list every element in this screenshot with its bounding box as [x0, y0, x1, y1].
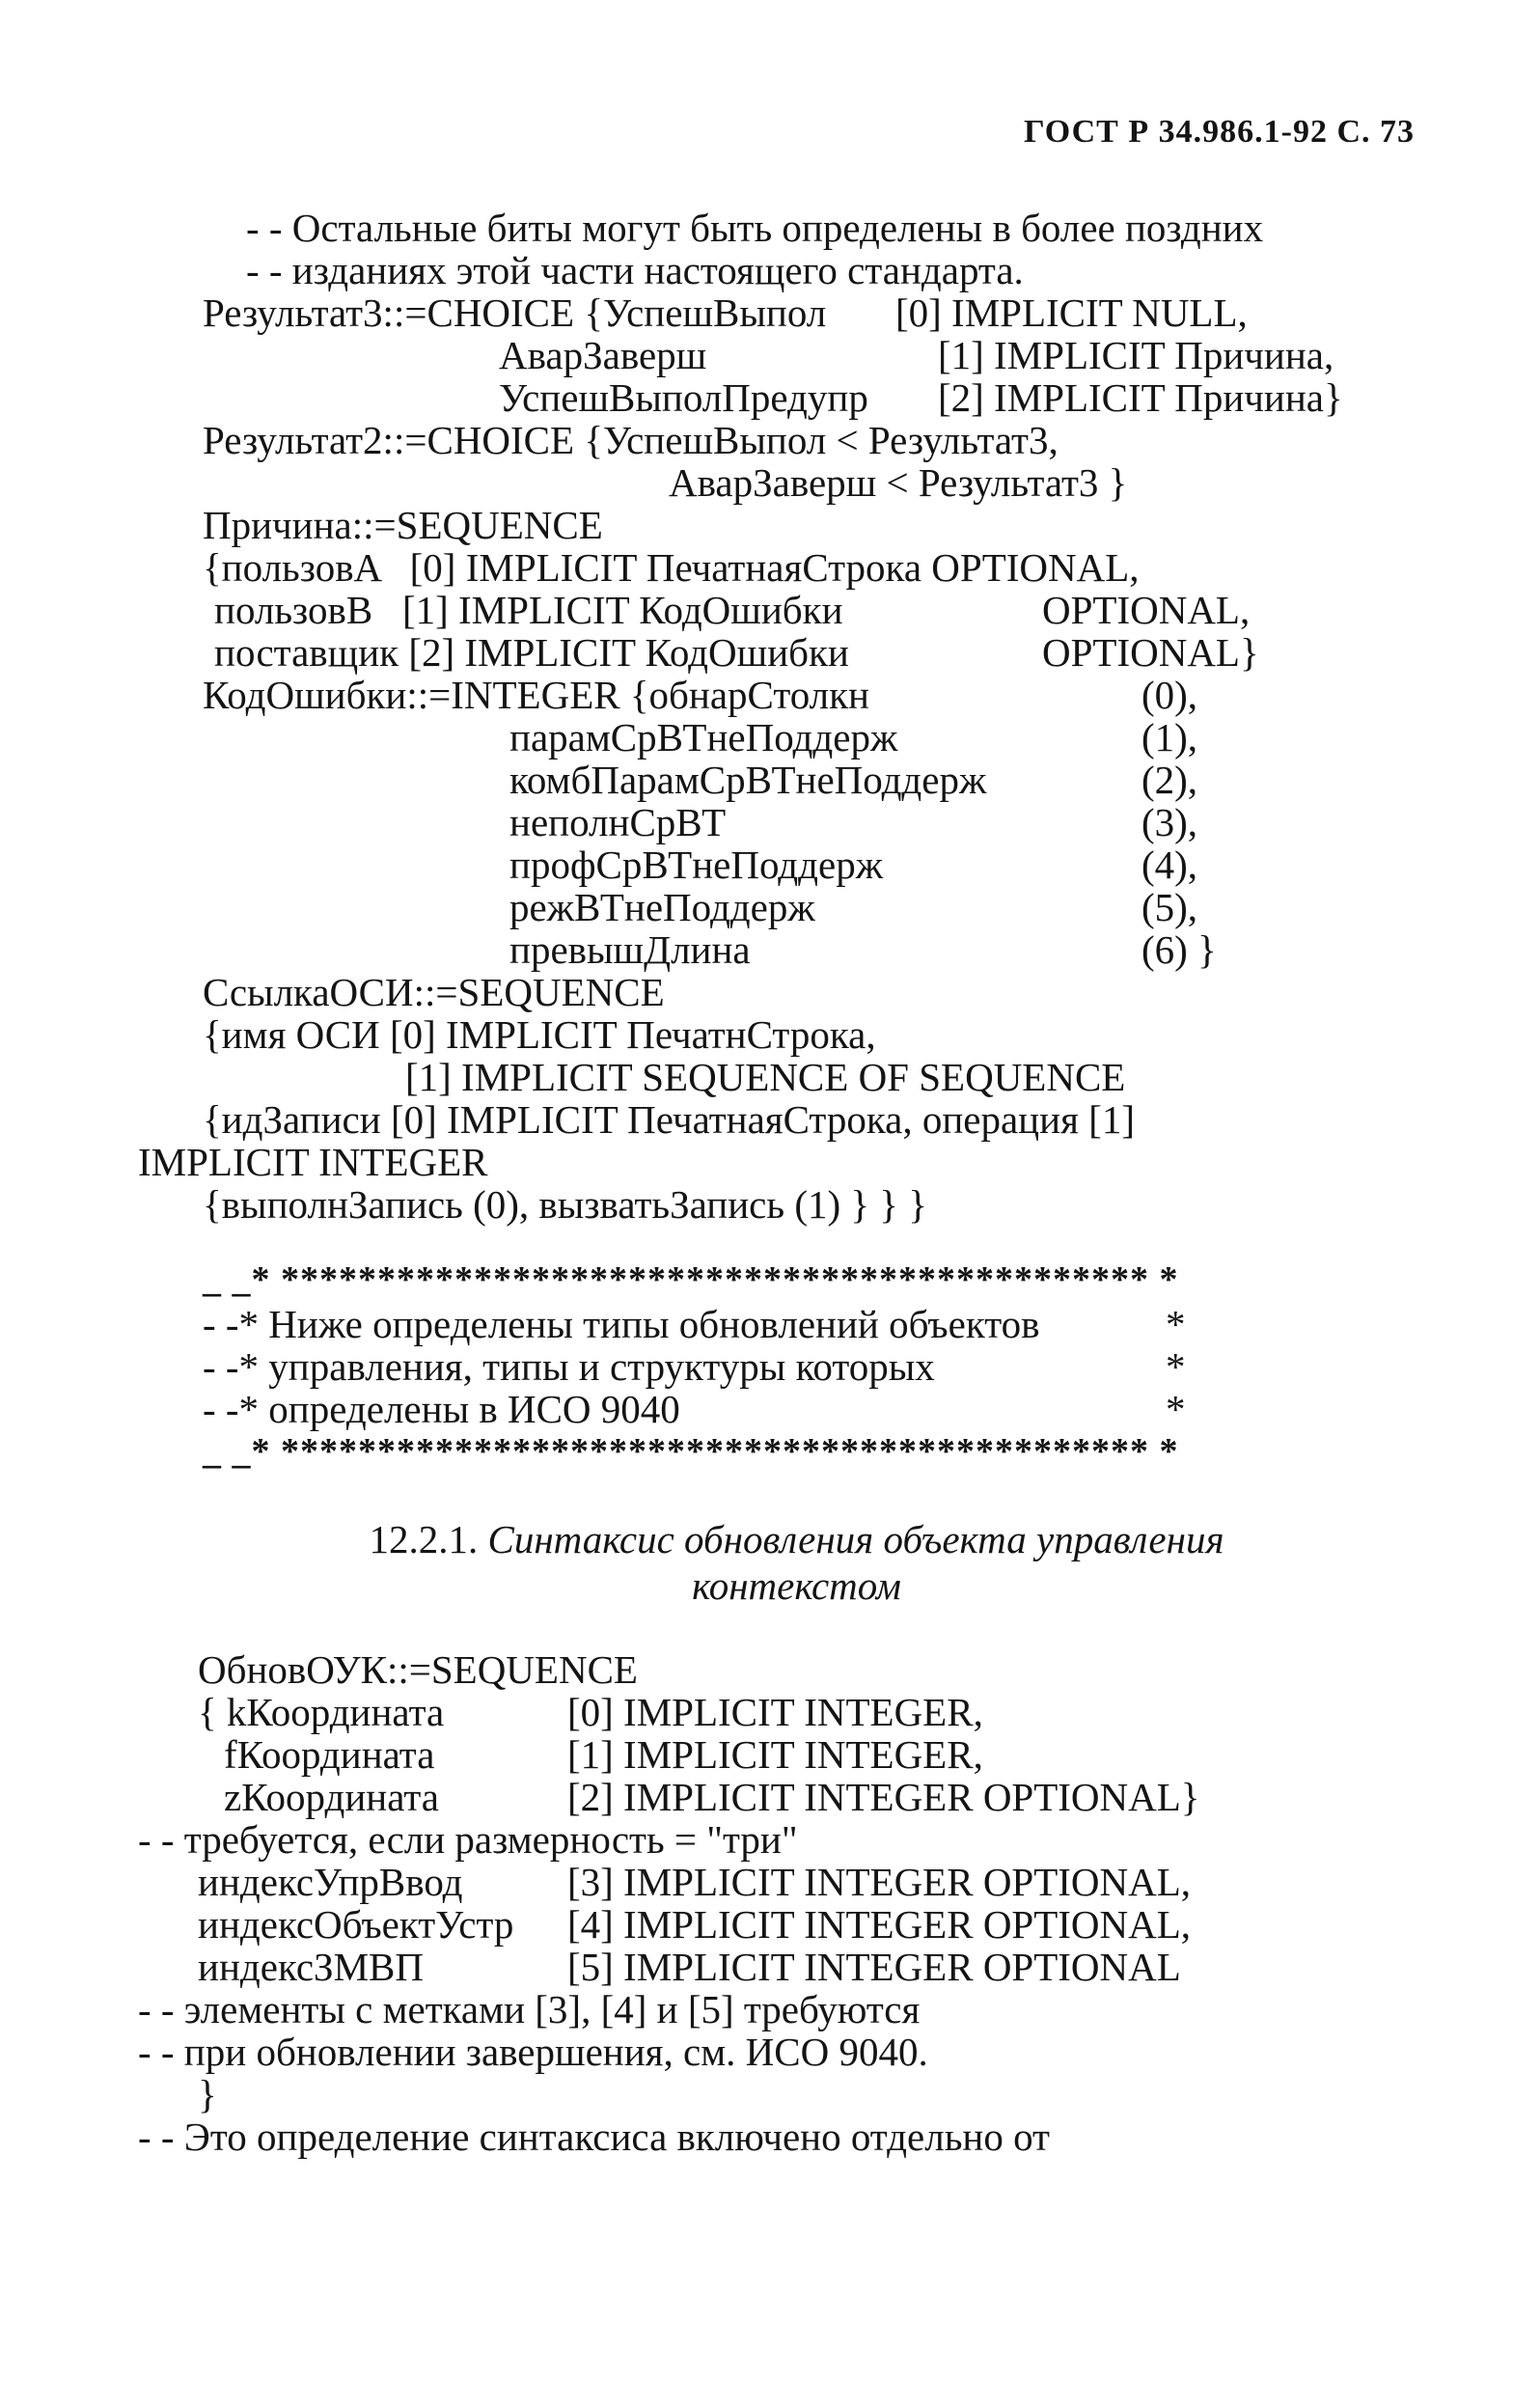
code-line: (6) }: [1141, 927, 1217, 972]
code-line: (3),: [1141, 800, 1198, 844]
code-line: [1] IMPLICIT SEQUENCE OF SEQUENCE: [405, 1055, 1126, 1099]
code-line: [1] IMPLICIT INTEGER,: [567, 1732, 983, 1777]
code-line: OPTIONAL}: [1042, 630, 1259, 675]
code-line: [5] IMPLICIT INTEGER OPTIONAL: [567, 1945, 1181, 1989]
comment-star: *: [1166, 1302, 1186, 1346]
code-line: fКоордината: [224, 1732, 435, 1777]
code-line: режВТнеПоддерж: [509, 885, 815, 929]
comment-line: - -* Ниже определены типы обновлений объектов: [203, 1302, 1040, 1346]
code-line: {пользовA [0] IMPLICIT ПечатнаяСтрока OPTIONAL,: [203, 545, 1140, 590]
section-heading: [0, 1517, 1540, 1561]
code-line: [3] IMPLICIT INTEGER OPTIONAL,: [567, 1860, 1192, 1904]
code-line: zКоордината: [224, 1775, 439, 1819]
code-line: (2),: [1141, 758, 1198, 802]
code-line: Результат3::=CHOICE {УспешВыпол: [203, 290, 827, 335]
code-line: превышДлина: [509, 927, 751, 972]
code-line: [4] IMPLICIT INTEGER OPTIONAL,: [567, 1902, 1192, 1947]
page-header: ГОСТ Р 34.986.1-92 С. 73: [1023, 114, 1415, 150]
code-line: - - требуется, если размерность = "три": [138, 1817, 798, 1862]
code-line: Причина::=SEQUENCE: [203, 503, 603, 547]
comment-stars-top: _ _* ********************************************* *: [203, 1259, 1179, 1300]
code-line: (0),: [1141, 673, 1198, 717]
code-line: [0] IMPLICIT INTEGER,: [567, 1690, 983, 1734]
code-line: комбПарамСрВТнеПоддерж: [509, 758, 987, 802]
code-line: [1] IMPLICIT Причина,: [938, 333, 1334, 377]
comment-star: *: [1166, 1387, 1186, 1431]
code-line: индексОбъектУстр: [198, 1902, 514, 1947]
code-line: (1),: [1141, 715, 1198, 760]
code-line: [0] IMPLICIT NULL,: [895, 290, 1248, 335]
code-line: [2] IMPLICIT INTEGER OPTIONAL}: [567, 1775, 1200, 1819]
code-line: неполнСрВТ: [509, 800, 727, 844]
code-line: - - при обновлении завершения, см. ИСО 9040.: [138, 2030, 928, 2074]
code-line: ОбновОУК::=SEQUENCE: [198, 1647, 638, 1692]
code-line: {имя ОСИ [0] IMPLICIT ПечатнСтрока,: [203, 1012, 876, 1057]
section-title-continued: контекстом: [692, 1563, 901, 1608]
code-line: поставщик [2] IMPLICIT КодОшибки: [214, 630, 849, 675]
code-line: - - Остальные биты могут быть определены в более поздних: [246, 206, 1264, 250]
code-line: {выполнЗапись (0), вызватьЗапись (1) } } }: [203, 1182, 927, 1227]
code-line: АварЗаверш: [499, 333, 707, 377]
code-line: парамСрВТнеПоддерж: [509, 715, 898, 760]
section-title: Синтаксис обновления объекта управления: [487, 1517, 1224, 1561]
comment-star: *: [1166, 1344, 1186, 1389]
code-line: - - изданиях этой части настоящего стандарта.: [246, 248, 1024, 292]
code-line: пользовB [1] IMPLICIT КодОшибки: [214, 588, 843, 632]
code-line: {идЗаписи [0] IMPLICIT ПечатнаяСтрока, операция [1]: [203, 1097, 1135, 1142]
comment-line: - -* управления, типы и структуры которых: [203, 1344, 935, 1389]
code-line: КодОшибки::=INTEGER {обнарСтолкн: [203, 673, 869, 717]
code-line: АварЗаверш < Результат3 }: [669, 460, 1128, 505]
section-number: 12.2.1.: [369, 1517, 479, 1561]
code-line: Результат2::=CHOICE {УспешВыпол < Результат3,: [203, 418, 1059, 462]
code-line: }: [198, 2072, 217, 2116]
code-line: СсылкаОСИ::=SEQUENCE: [203, 970, 665, 1014]
code-line: УспешВыполПредупр: [499, 375, 868, 420]
code-line: индексУпрВвод: [198, 1860, 463, 1904]
code-line: индексЗМВП: [198, 1945, 424, 1989]
comment-stars-bottom: _ _* ********************************************* *: [203, 1431, 1179, 1472]
code-line: [2] IMPLICIT Причина}: [938, 375, 1343, 420]
code-line: (5),: [1141, 885, 1198, 929]
code-line: - - Это определение синтаксиса включено отдельно от: [138, 2114, 1050, 2159]
code-line: OPTIONAL,: [1042, 588, 1251, 632]
code-line: IMPLICIT INTEGER: [138, 1140, 488, 1184]
code-line: (4),: [1141, 843, 1198, 887]
code-line: - - элементы с метками [3], [4] и [5] требуются: [138, 1987, 921, 2031]
code-line: профСрВТнеПоддерж: [509, 843, 884, 887]
code-line: { kКоордината: [198, 1690, 445, 1734]
comment-line: - -* определены в ИСО 9040: [203, 1387, 680, 1431]
